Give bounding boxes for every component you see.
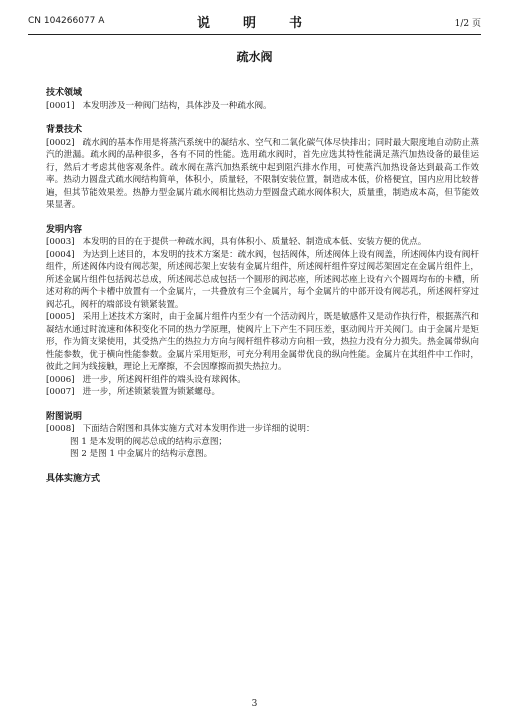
paragraph-text: 为达到上述目的，本发明的技术方案是：疏水阀，包括阀体，所述阀体上设有阀盖，所述阀体内设有阀杆组件，所述阀体内设有阀芯架，所述阀芯架上安装有金属片组件，所述阀杆组件穿过阀芯架固定在金属片组件上，所述金属片组件包括阀芯总成，所述阀芯总成包括一个圆形的阀芯座，所述阀芯座上设有六个圆周均布的卡槽，所述对称的两个卡槽中放置有一个金属片，一共叠放有三个金属片，每个金属片的中部开设有阀芯孔，所述阀杆穿过阀芯孔，阀杆的端部设有锁紧装置。 xyxy=(46,249,479,310)
paragraph-number: [0001] xyxy=(46,100,75,111)
page-header xyxy=(28,14,481,30)
document-type: 说 明 书 xyxy=(196,16,312,31)
paragraph-0007 xyxy=(46,386,479,399)
paragraph-0008 xyxy=(46,423,479,436)
document-title: 疏水阀 xyxy=(236,50,273,64)
paragraph-text: 疏水阀的基本作用是将蒸汽系统中的凝结水、空气和二氧化碳气体尽快排出；同时最大限度地自动防止蒸汽的泄漏。疏水阀的品种很多，各有不同的性能。选用疏水阀时，首先应选其特性能满足蒸汽加热设备的最佳运行，然后才考虑其他客观条件。疏水阀在蒸汽加热系统中起到阻汽排水作用，可使蒸汽加热设备达到最高工作效率。热动力圆盘式疏水阀结构简单，体积小，质量轻，不限制安装位置，制造成本低，价格便宜，国内应用比较普遍，但其节能效果差。热静力型金属片疏水阀相比热动力型圆盘式疏水阀体积大，质量重，制造成本高，但节能效果显著。 xyxy=(46,137,479,210)
paragraph-0006 xyxy=(46,374,479,387)
paragraph-0003 xyxy=(46,236,479,249)
paragraph-number: [0007] xyxy=(46,387,75,397)
page-number: 3 xyxy=(251,699,258,709)
paragraph-number: [0005] xyxy=(46,312,75,322)
page-indicator: 1/2 页 xyxy=(454,19,481,29)
paragraph-text: 进一步，所述锁紧装置为锁紧螺母。 xyxy=(82,387,221,397)
section-heading-summary: 发明内容 xyxy=(46,224,83,235)
paragraph-number: [0008] xyxy=(46,424,75,434)
paragraph-text: 本发明的目的在于提供一种疏水阀，具有体积小、质量轻、制造成本低、安装方便的优点。 xyxy=(82,237,427,247)
paragraph-number: [0006] xyxy=(46,374,75,385)
paragraph-0002 xyxy=(46,137,479,212)
paragraph-text: 本发明涉及一种阀门结构，具体涉及一种疏水阀。 xyxy=(82,100,272,111)
paragraph-0001 xyxy=(46,100,479,113)
paragraph-number: [0004] xyxy=(46,249,75,260)
header-rule xyxy=(28,34,481,35)
publication-number: CN 104266077 A xyxy=(28,16,105,26)
document-body xyxy=(46,87,479,485)
figure-description-2: 图 2 是图 1 中金属片的结构示意图。 xyxy=(70,449,213,459)
paragraph-number: [0003] xyxy=(46,237,75,247)
paragraph-0004 xyxy=(46,249,479,312)
section-heading-background: 背景技术 xyxy=(46,125,83,135)
paragraph-text: 下面结合附图和具体实施方式对本发明作进一步详细的说明： xyxy=(82,424,315,434)
section-heading-drawings: 附图说明 xyxy=(46,411,83,422)
paragraph-number: [0002] xyxy=(46,137,75,148)
paragraph-0005 xyxy=(46,311,479,374)
paragraph-text: 进一步，所述阀杆组件的端头设有球阀体。 xyxy=(82,374,246,385)
paragraph-text: 采用上述技术方案时，由于金属片组件内至少有一个活动阀片，既是敏感件又是动作执行件，根据蒸汽和凝结水通过时流速和体积变化不同的热力学原理，使阀片上下产生不同压差，驱动阀片开关阀门。由于金属片是矩形，作为简支梁使用，其受热产生的热拉力方向与阀杆组件移动方向相一致，热拉力没有分力损失。热金属带纵向性能参数，优于横向性能参数。金属片采用矩形，可充分利用金属带优良的纵向性能。金属片在其组件中工作时，彼此之间为线接触，理论上无摩擦，不会因摩擦而损失热拉力。 xyxy=(46,312,479,372)
section-heading-embodiments: 具体实施方式 xyxy=(46,473,101,484)
figure-description-1: 图 1 是本发明的阀芯总成的结构示意图； xyxy=(70,436,228,447)
section-heading-tech-field: 技术领域 xyxy=(46,88,83,98)
